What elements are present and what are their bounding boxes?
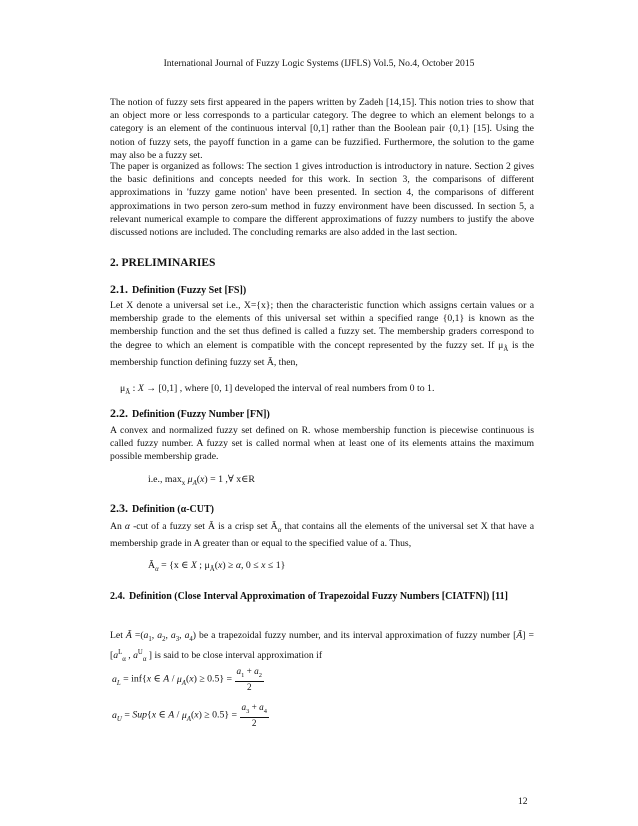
page-number: 12 — [518, 796, 528, 807]
section-2-4-text-b: is said to be close interval approximation if — [154, 650, 323, 662]
lower-bound-equation: $a_L = inf\{x$ ∈ $A / \mu_A(x) \ge 0.5$} = $\frac{a_1 + a_2}{2}$ — [112, 666, 262, 692]
normal-fuzzy-set-equation: i.e., $\max_x \mu_A(x) = 1$ ,∀ x∈R — [148, 474, 255, 487]
section-2-2-text: A convex and normalized fuzzy set defined on R. whose membership function is piecewise continuous is called fuzzy number. A fuzzy set is called normal when at least one of its elements attains the maximum possible membership grade. — [110, 425, 534, 463]
section-2-3-title: Definition (α-CUT) — [132, 504, 214, 515]
section-2-4-text: Let Ã $=(a_1$, $a_2$, $a_3$, $a_4$) be a trapezoidal fuzzy number, and its interval approximation of fuzzy number [Ã] = [$a^L_\alpha$ , $a^U_\alpha$ ] is said to be close interval approximation if — [110, 630, 534, 664]
section-2-3-heading — [110, 499, 214, 517]
membership-equation-tail: , where [0, 1] developed the interval of real numbers from 0 to 1. — [179, 383, 435, 394]
equation-prefix: i.e., — [148, 474, 163, 485]
intro-paragraph-2: The paper is organized as follows: The section 1 gives introduction is introductory in nature. Section 2 gives the basic definitions and concepts needed for this work. In section 3, the comparisons of different approximations in 'fuzzy game notion' have been presented. In section 4, the comparisons of different approximations in two person zero-sum method in fuzzy environment have been discussed. In section 5, a relevant numerical example to compare the different approximations of fuzzy numbers to justify the above discussed notions are included. The concluding remarks are also added in the last section. — [110, 161, 534, 239]
section-2-4-title: Definition (Close Interval Approximation of Trapezoidal Fuzzy Numbers [CIATFN]) [11] — [129, 591, 508, 602]
section-2-1-text-a: Let X denote a universal set i.e., X={x}; then the characteristic function which assigns certain values or a membership grade to the elements of this universal set within a specified range {0,1} is known as the membership function and the set thus defined is called a fuzzy set. The membership graders correspond to the degree to which an element is compatible with the concept represented by the fuzzy set. If — [110, 300, 534, 351]
upper-bound-equation: $a_U = Sup\{x$ ∈ $A / \mu_A(x) \ge 0.5$} = $\frac{a_3 + a_4}{2}$ — [112, 702, 267, 728]
journal-header: International Journal of Fuzzy Logic Systems (IJFLS) Vol.5, No.4, October 2015 — [163, 58, 475, 69]
section-2-1-number: 2.1. — [110, 282, 128, 296]
section-2-1-title: Definition (Fuzzy Set [FS]) — [132, 285, 247, 296]
section-2-4-text-a: be a trapezoidal fuzzy number, and its interval approximation of fuzzy — [199, 630, 478, 641]
upper-bound-fraction: $\frac{a_3 + a_4}{2}$ — [241, 702, 267, 728]
section-2-3-text-b: that contains all the elements of the universal set X that have a membership grade in A greater than or equal to the specified value of a. Thus, — [110, 521, 535, 550]
section-2-1-text — [110, 299, 534, 369]
section-2-4-heading — [110, 587, 534, 604]
section-2-2-heading — [110, 404, 270, 422]
section-2-1-heading — [110, 280, 246, 298]
alpha-cut-equation: $Ã_\alpha = \{x$ ∈ X ; $\mu_Ã(x) \ge \alpha$, 0 ≤ x ≤ 1} — [148, 560, 286, 573]
section-2-2-title: Definition (Fuzzy Number [FN]) — [132, 409, 270, 420]
mu-a-symbol: $\mu_Ã$ — [498, 339, 509, 353]
section-2-3-text-a: -cut of a fuzzy set Ã is a crisp set — [133, 521, 268, 532]
intro-paragraph-1: The notion of fuzzy sets first appeared in the papers written by Zadeh [14,15]. This notion tries to show that an object more or less corresponds to a particular category. The degree to which an element belongs to a category is an element of the continuous interval [0,1] rather than the Boolean pair {0,1} [15]. Using the notion of fuzzy sets, the payoff function in a game can be fuzzified. Furthermore, the solution to the game may also be a fuzzy set. — [110, 97, 534, 161]
section-2-4-number: 2.4. — [110, 591, 125, 602]
section-2-3-text: An α -cut of a fuzzy set Ã is a crisp set $Ã_\alpha$ that contains all the elements of the universal set X that have a membership grade in A greater than or equal to the specified value of a. Thus, — [110, 521, 535, 550]
section-2-3-number: 2.3. — [110, 501, 128, 515]
lower-bound-fraction: $\frac{a_1 + a_2}{2}$ — [236, 666, 262, 692]
section-2-2-number: 2.2. — [110, 406, 128, 420]
section-2-1-text-b: is the membership function defining fuzzy set Ã, then, — [110, 339, 534, 368]
membership-function-equation: $\mu_Ã$ : X → [0,1] , where [0, 1] developed the interval of real numbers from 0 to 1. — [120, 383, 435, 396]
section-2-heading: 2. PRELIMINARIES — [110, 257, 216, 269]
